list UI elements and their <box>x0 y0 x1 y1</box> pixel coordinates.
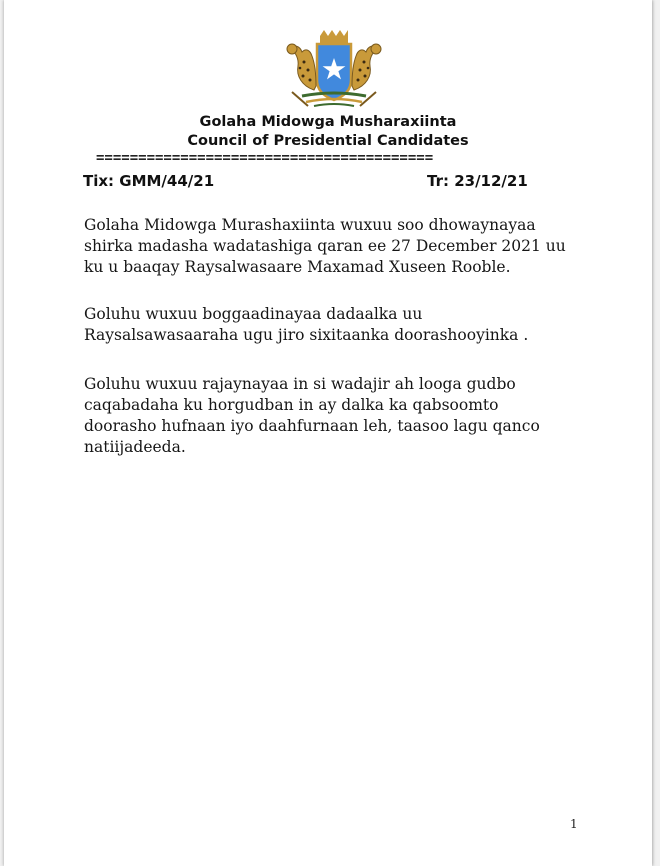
reference-number: Tix: GMM/44/21 <box>83 172 215 190</box>
paragraph-line: ku u baaqay Raysalwasaare Maxamad Xuseen Rooble. <box>84 258 511 276</box>
coat-of-arms-icon <box>262 30 406 110</box>
paragraph-line: Golaha Midowga Murashaxiinta wuxuu soo dhowaynayaa <box>84 216 536 234</box>
paragraph-line: doorasho hufnaan iyo daahfurnaan leh, taasoo lagu qanco <box>84 417 540 435</box>
paragraph-line: caqabadaha ku horgudban in ay dalka ka qabsoomto <box>84 396 499 414</box>
paragraph-line: Raysalsawasaaraha ugu jiro sixitaanka doorashooyinka . <box>84 326 529 344</box>
org-name-english: Council of Presidential Candidates <box>187 133 469 149</box>
paragraph <box>84 304 584 346</box>
paragraph-line: shirka madasha wadatashiga qaran ee 27 December 2021 uu <box>84 237 566 255</box>
page-number: 1 <box>570 817 578 831</box>
paragraph-line: Goluhu wuxuu rajaynayaa in si wadajir ah looga gudbo <box>84 375 516 393</box>
document-page <box>4 0 652 866</box>
paragraph <box>84 215 584 278</box>
paragraph-line: Goluhu wuxuu boggaadinayaa dadaalka uu <box>84 305 423 323</box>
header-separator: ======================================== <box>96 150 434 166</box>
document-date: Tr: 23/12/21 <box>427 172 528 190</box>
paragraph-line: natiijadeeda. <box>84 438 186 456</box>
paragraph <box>84 374 584 458</box>
org-name-somali: Golaha Midowga Musharaxiinta <box>199 114 457 130</box>
